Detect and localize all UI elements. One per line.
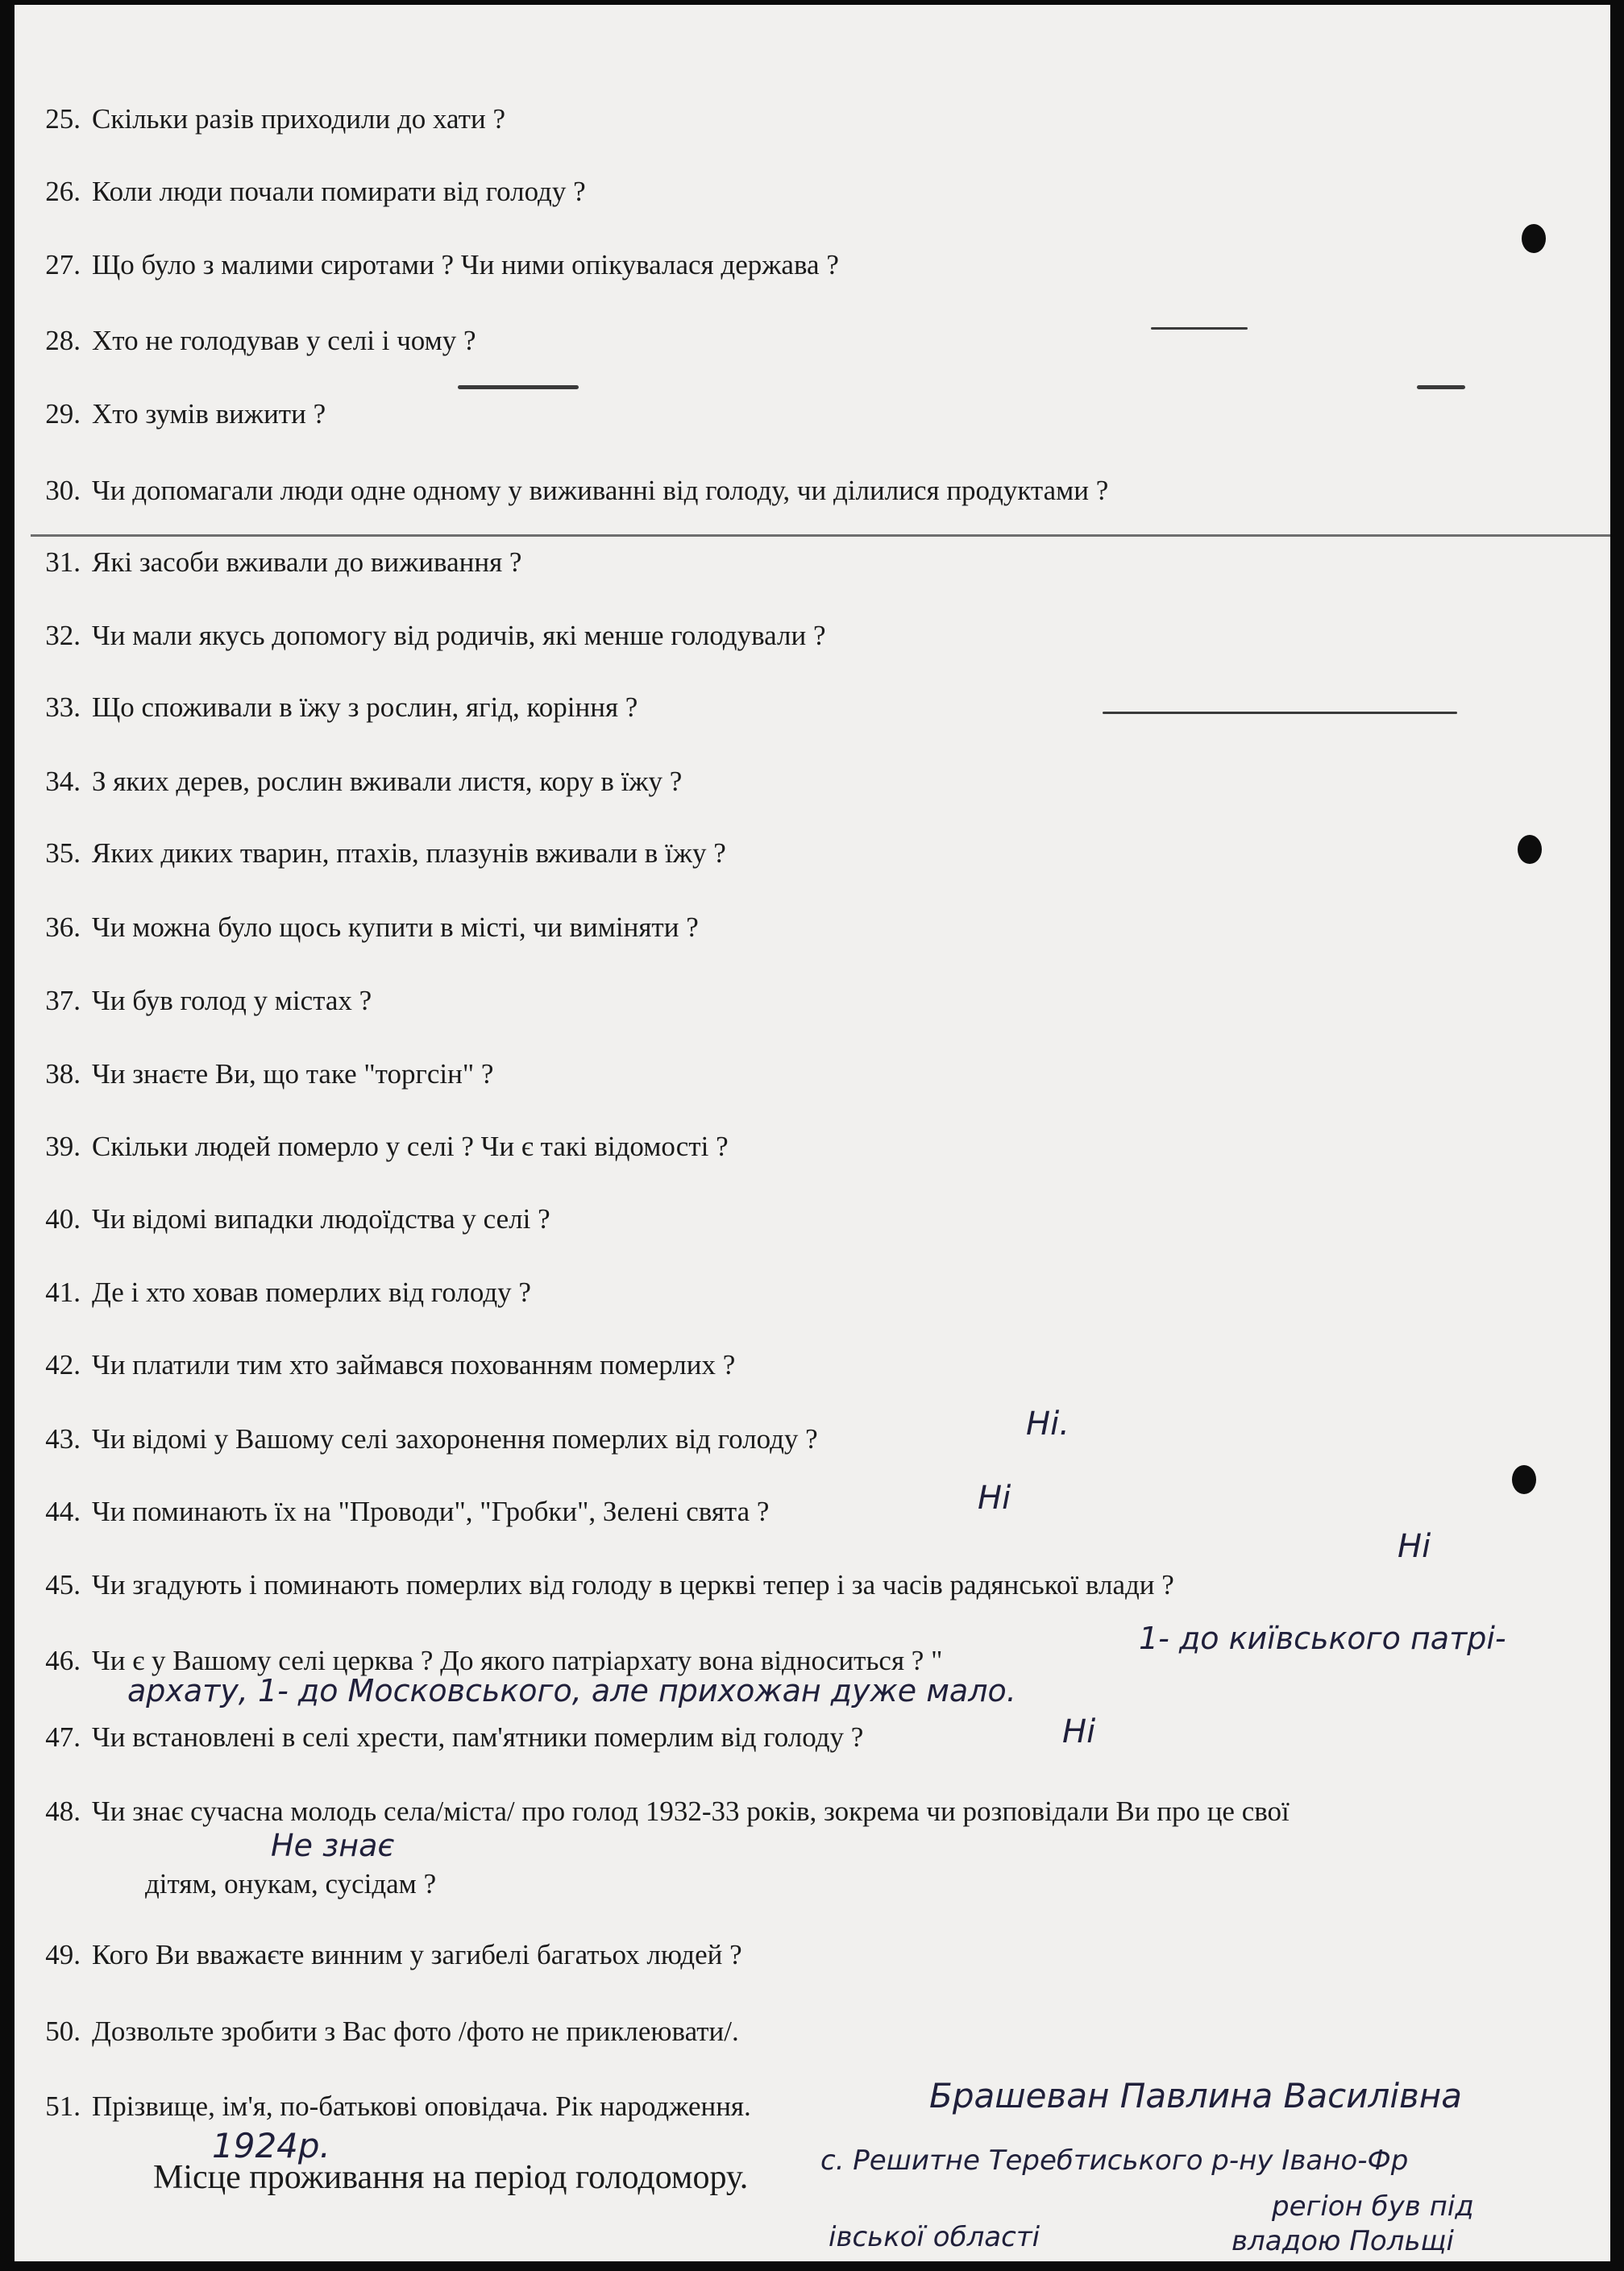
scan-streak <box>1417 385 1465 389</box>
scan-streak <box>458 385 579 389</box>
question-48: 48. Чи знає сучасна молодь села/міста/ про голод 1932-33 років, зокрема чи розповідали Ви про це свої <box>45 1796 1290 1827</box>
question-41: 41. Де і хто ховав померлих від голоду ? <box>45 1277 531 1308</box>
question-29: 29. Хто зумів вижити ? <box>45 398 326 430</box>
question-40: 40. Чи відомі випадки людоїдства у селі ? <box>45 1203 550 1235</box>
fold-line <box>31 534 1610 537</box>
answer-44: Ні <box>978 1480 1011 1517</box>
answer-45: Ні <box>1398 1528 1431 1565</box>
question-30: 30. Чи допомагали люди одне одному у виживанні від голоду, чи ділилися продуктами ? <box>45 475 1109 506</box>
question-34: 34. З яких дерев, рослин вживали листя, кору в їжу ? <box>45 766 683 797</box>
question-48-continuation: дітям, онукам, сусідам ? <box>145 1868 437 1899</box>
question-31: 31. Які засоби вживали до виживання ? <box>45 546 522 578</box>
question-28: 28. Хто не голодував у селі і чому ? <box>45 325 476 356</box>
answer-47: Ні <box>1062 1713 1096 1750</box>
answer-46-line1: 1- до київського патрі- <box>1139 1621 1506 1656</box>
question-33: 33. Що споживали в їжу з рослин, ягід, коріння ? <box>45 691 638 723</box>
punch-hole <box>1512 1465 1536 1494</box>
question-35: 35. Яких диких тварин, птахів, плазунів вживали в їжу ? <box>45 837 726 869</box>
answer-residence-line1: с. Решитне Теребтиського р-ну Івано-Фр <box>820 2144 1409 2177</box>
punch-hole <box>1522 224 1546 253</box>
question-43: 43. Чи відомі у Вашому селі захоронення померлих від голоду ? <box>45 1423 818 1455</box>
answer-residence-line2: регіон був під <box>1272 2190 1474 2223</box>
question-47: 47. Чи встановлені в селі хрести, пам'ятники померлим від голоду ? <box>45 1721 864 1753</box>
question-36: 36. Чи можна було щось купити в місті, чи виміняти ? <box>45 911 699 943</box>
question-42: 42. Чи платили тим хто займався похованням померлих ? <box>45 1349 736 1380</box>
question-32: 32. Чи мали якусь допомогу від родичів, які менше голодували ? <box>45 620 826 651</box>
answer-46-line2: архату, 1- до Московського, але прихожан дуже мало. <box>127 1673 1016 1708</box>
answer-43: Ні. <box>1026 1405 1070 1443</box>
question-37: 37. Чи був голод у містах ? <box>45 985 372 1016</box>
answer-residence-line3: івської області <box>829 2221 1040 2253</box>
question-27: 27. Що було з малими сиротами ? Чи ними опікувалася держава ? <box>45 249 839 280</box>
question-50: 50. Дозвольте зробити з Вас фото /фото не приклеювати/. <box>45 2016 739 2047</box>
punch-hole <box>1518 835 1542 864</box>
question-51: 51. Прізвище, ім'я, по-батькові оповідача. Рік народження. <box>45 2090 751 2122</box>
question-26: 26. Коли люди почали помирати від голоду ? <box>45 176 586 207</box>
question-38: 38. Чи знаєте Ви, що таке "торгсін" ? <box>45 1058 494 1090</box>
question-39: 39. Скільки людей померло у селі ? Чи є такі відомості ? <box>45 1131 729 1162</box>
answer-residence-line4: владою Польщі <box>1231 2225 1454 2257</box>
answer-birth-year: 1924р. <box>212 2126 330 2165</box>
scan-streak <box>1151 327 1248 330</box>
document-page <box>15 5 1610 2261</box>
question-44: 44. Чи поминають їх на "Проводи", "Гробки", Зелені свята ? <box>45 1496 770 1527</box>
question-46: 46. Чи є у Вашому селі церква ? До якого патріархату вона відноситься ? " <box>45 1645 943 1676</box>
scan-streak <box>1103 712 1457 714</box>
answer-48: Не знає <box>271 1828 395 1863</box>
residence-label: Місце проживання на період голодомору. <box>153 2159 749 2196</box>
question-45: 45. Чи згадують і поминають померлих від голоду в церкві тепер і за часів радянської влади ? <box>45 1569 1174 1600</box>
question-25: 25. Скільки разів приходили до хати ? <box>45 103 505 135</box>
answer-name: Брашеван Павлина Василівна <box>929 2076 1462 2115</box>
question-49: 49. Кого Ви вважаєте винним у загибелі багатьох людей ? <box>45 1939 742 1970</box>
